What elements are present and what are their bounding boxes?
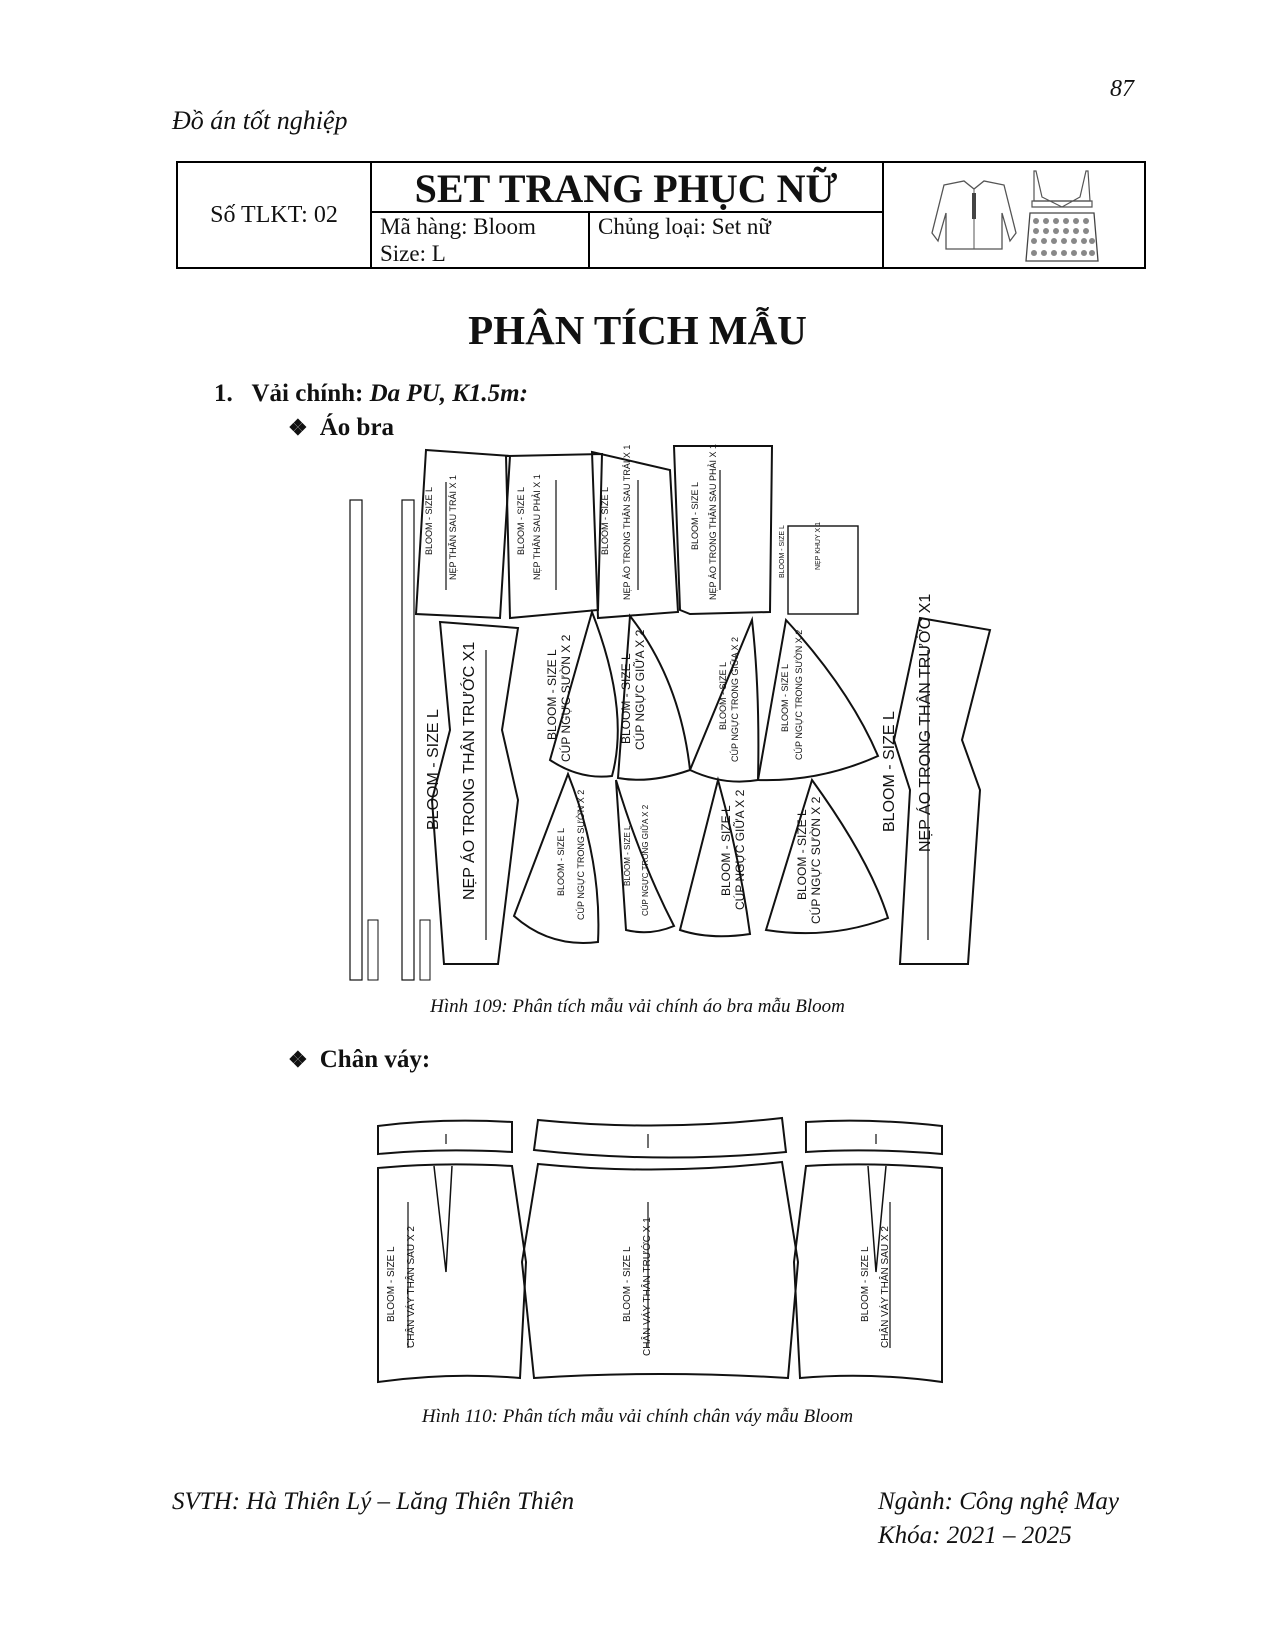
label-bloom-cup-6: BLOOM - SIZE L [623, 825, 632, 886]
product-size: Size: L [380, 241, 446, 266]
label-nep-trong-sau-trai: NẸP ÁO TRONG THÂN SAU TRÁI X 1 [622, 444, 632, 600]
label-bloom-cup-5: BLOOM - SIZE L [556, 827, 566, 896]
label-bloom-4: BLOOM - SIZE L [690, 481, 700, 550]
label-nep-trong-sau-phai: NẸP ÁO TRONG THÂN SAU PHẢI X 1 [708, 443, 718, 600]
label-cup-suon-2: CÚP NGỰC SƯỜN X 2 [809, 796, 823, 924]
label-bloom-cup-3: BLOOM - SIZE L [718, 661, 728, 730]
section-1-heading [214, 380, 528, 408]
label-cup-trong-suon-1: CÚP NGỰC TRONG SƯỜN X 2 [794, 629, 804, 760]
label-cup-trong-suon-2: CÚP NGỰC TRONG SƯỜN X 2 [576, 789, 586, 920]
main-title: PHÂN TÍCH MẪU [468, 307, 807, 353]
bra-heading [288, 414, 394, 442]
spec-header-table [176, 161, 1146, 269]
label-bloom-cup-7: BLOOM - SIZE L [719, 805, 733, 896]
product-code: Mã hàng: Bloom [380, 214, 536, 239]
garment-sketch [884, 163, 1146, 267]
bra-heading-text: Áo bra [319, 414, 395, 441]
label-cup-giua-2: CÚP NGỰC GIỮA X 2 [733, 789, 747, 910]
label-cup-trong-giua-2: CÚP NGỰC TRONG GIỮA X 2 [641, 804, 650, 916]
footer-major: Ngành: Công nghệ May [878, 1488, 1119, 1515]
label-nep-sau-trai: NẸP THÂN SAU TRÁI X 1 [448, 474, 458, 580]
label-bloom-cup-4: BLOOM - SIZE L [780, 663, 790, 732]
document-title: Đồ án tốt nghiệp [172, 106, 348, 135]
label-bloom-cup-2: BLOOM - SIZE L [619, 653, 633, 744]
diamond-bullet-icon: ❖ [288, 1047, 308, 1072]
label-cup-giua-1: CÚP NGỰC GIỮA X 2 [633, 629, 647, 750]
footer-authors: SVTH: Hà Thiên Lý – Lăng Thiên Thiên [172, 1488, 575, 1515]
label-bloom-3: BLOOM - SIZE L [600, 486, 610, 555]
product-code-cell [370, 213, 590, 267]
label-skirt-bloom-3: BLOOM - SIZE L [860, 1246, 871, 1322]
section-value: Da PU, K1.5m: [369, 380, 528, 407]
label-nep-khuy: NẸP KHUY X 1 [815, 522, 822, 570]
spec-info-cell [370, 163, 884, 267]
label-nep-sau-phai: NẸP THÂN SAU PHẢI X 1 [532, 474, 542, 580]
set-title: SET TRANG PHỤC NỮ [370, 163, 882, 213]
product-category: Chủng loại: Set nữ [598, 214, 771, 239]
label-bloom-1: BLOOM - SIZE L [424, 486, 434, 555]
label-cup-trong-giua-1: CÚP NGỰC TRONG GIỮA X 2 [730, 636, 740, 762]
section-number: 1. [214, 380, 233, 407]
label-bloom-5: BLOOM - SIZE L [779, 525, 786, 578]
skirt-heading-text: Chân váy: [319, 1046, 431, 1073]
label-skirt-than-sau-2: CHÂN VÁY THÂN SAU X 2 [880, 1226, 891, 1348]
page-number: 87 [1110, 76, 1134, 102]
figure-110-caption: Hình 110: Phân tích mẫu vải chính chân váy mẫu Bloom [421, 1406, 854, 1427]
label-skirt-than-truoc: CHÂN VÁY THÂN TRƯỚC X 1 [642, 1217, 653, 1356]
label-skirt-bloom-1: BLOOM - SIZE L [386, 1246, 397, 1322]
label-cup-suon-1: CÚP NGỰC SƯỜN X 2 [559, 634, 573, 762]
skirt-pattern-figure [370, 1112, 950, 1394]
label-bloom-cup-1: BLOOM - SIZE L [545, 649, 559, 740]
diamond-bullet-icon: ❖ [288, 415, 308, 440]
garment-sketch-icon [884, 163, 1146, 267]
figure-109-caption: Hình 109: Phân tích mẫu vải chính áo bra mẫu Bloom [430, 996, 845, 1017]
section-label: Vải chính: [251, 380, 364, 407]
footer-course: Khóa: 2021 – 2025 [878, 1522, 1072, 1549]
bra-pattern-figure [340, 440, 1000, 988]
label-skirt-bloom-2: BLOOM - SIZE L [622, 1246, 633, 1322]
label-bloom-front-left: BLOOM - SIZE L [425, 709, 442, 830]
spec-code: Số TLKT: 02 [178, 163, 372, 267]
label-nep-trong-truoc-right: NẸP ÁO TRONG THÂN TRƯỚC X1 [917, 593, 934, 852]
label-nep-trong-truoc-left: NẸP ÁO TRONG THÂN TRƯỚC X1 [461, 641, 478, 900]
label-bloom-front-right: BLOOM - SIZE L [881, 711, 898, 832]
label-bloom-2: BLOOM - SIZE L [516, 486, 526, 555]
skirt-heading [288, 1046, 430, 1074]
label-bloom-cup-8: BLOOM - SIZE L [795, 809, 809, 900]
label-skirt-than-sau-1: CHÂN VÁY THÂN SAU X 2 [406, 1226, 417, 1348]
